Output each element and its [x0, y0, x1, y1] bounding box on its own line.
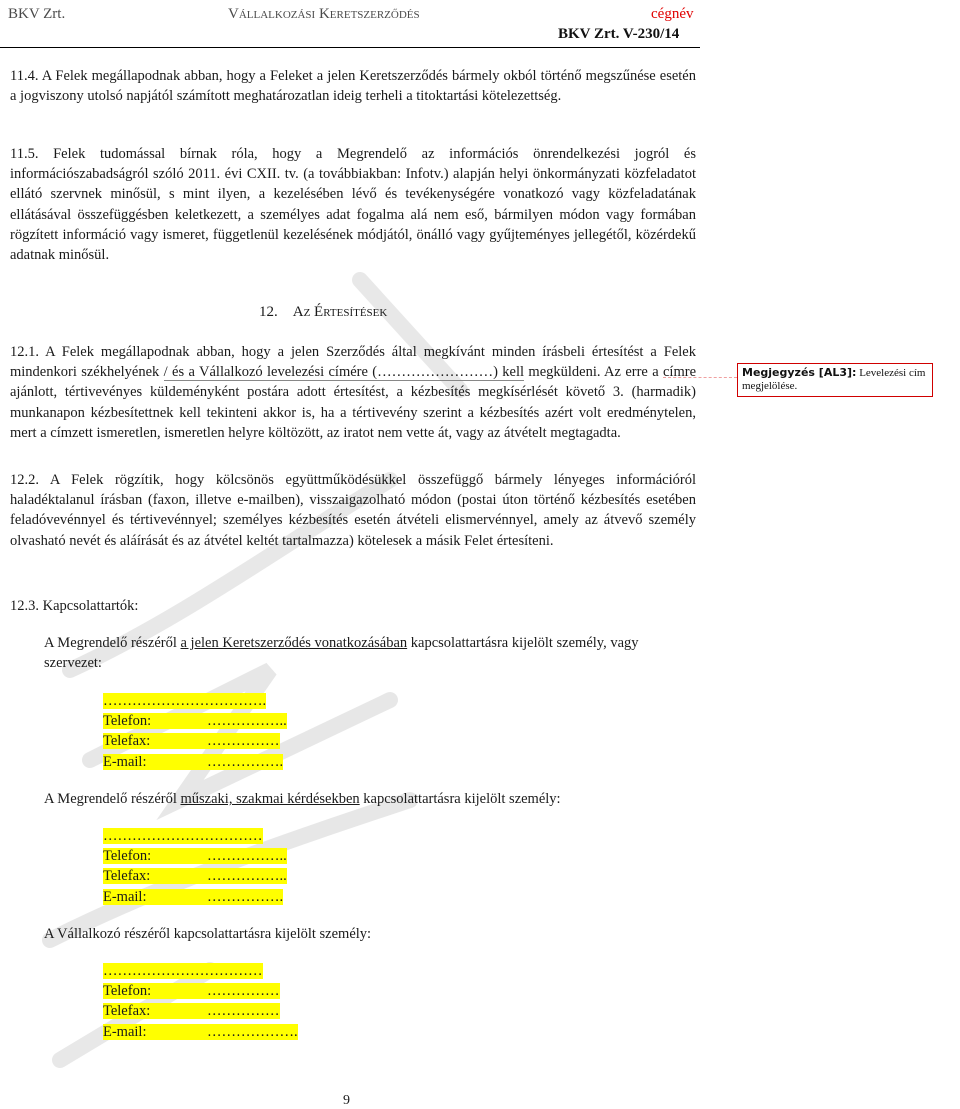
clause-text: A Felek megállapodnak abban, hogy a Feleket a jelen Keretszerződés bármely okból történő megszűnése esetén a jogviszony utolsó napjától számított meghatározatlan ideig terheli a titoktartási kötelezettség. [10, 68, 696, 105]
phone-label: Telefon: [103, 848, 152, 865]
clause-11-5 [10, 144, 696, 265]
section-number: 12. [259, 304, 278, 320]
phone-field[interactable]: …………….. [207, 713, 287, 730]
intro-text-end: kapcsolattartásra kijelölt személy, vagy szervezet: [44, 635, 639, 672]
header-contract-number: BKV Zrt. V-230/14 [558, 26, 680, 42]
clause-12-1 [10, 342, 696, 443]
comment-balloon[interactable] [737, 363, 933, 397]
clause-11-4 [10, 66, 696, 106]
phone-field[interactable]: …………… [207, 983, 280, 1000]
clause-text-part2-revised: / és a Vállalkozó levelezési címére (……………………) kell [163, 364, 525, 381]
clause-title: Kapcsolattartók: [42, 598, 139, 614]
email-field[interactable]: ………………. [207, 1023, 298, 1040]
intro-underlined-text: műszaki, szakmai kérdésekben [180, 791, 360, 807]
contact-fields-contractor [103, 961, 298, 1042]
comment-connector [663, 377, 737, 378]
phone-label: Telefon: [103, 983, 152, 1000]
intro-text-end: kapcsolattartásra kijelölt személy: [359, 791, 561, 807]
clause-number: 12.1. [10, 344, 39, 360]
email-field[interactable]: ……………. [207, 753, 284, 770]
header-document-title: Vállalkozási Keretszerződés [228, 6, 420, 22]
clause-12-2 [10, 470, 696, 551]
header-company-name-placeholder: cégnév [651, 6, 694, 22]
section-heading [259, 304, 387, 321]
comment-text: Levelezési cím megjelölése. [742, 367, 926, 392]
intro-text: A Megrendelő részéről [44, 791, 181, 807]
fax-label: Telefax: [103, 868, 151, 885]
contact-intro-client-technical [44, 789, 694, 809]
clause-12-3 [10, 596, 696, 616]
contact-fields-client-technical [103, 826, 287, 907]
intro-text: A Megrendelő részéről [44, 635, 181, 651]
clause-text-part1: A Felek megállapodnak abban, hogy a jelen Szerződés által megkívánt minden írásbeli értesítést a Felek mindenkori székhelyének [10, 344, 696, 381]
intro-text: A Vállalkozó részéről kapcsolattartásra kijelölt személy: [44, 926, 372, 942]
contact-fields-client-contract [103, 691, 287, 772]
fax-field[interactable]: …………….. [207, 868, 287, 885]
contact-intro-client-contract [44, 633, 694, 673]
phone-field[interactable]: …………….. [207, 848, 287, 865]
fax-label: Telefax: [103, 1003, 151, 1020]
section-title: Az Értesítések [292, 304, 388, 320]
intro-underlined-text: a jelen Keretszerződés vonatkozásában [180, 635, 408, 651]
phone-label: Telefon: [103, 713, 152, 730]
contact-name-field[interactable]: …………………………… [103, 828, 263, 844]
clause-text-part3: megküldeni. Az erre a címre ajánlott, tértivevényes küldeményként postára adott értesítést, a kézbesítés megkísérlését követő 3. (harmadik) munkanapon kézbesítettnek kell tekinteni akkor is, ha a tértivevény szerint a kézbesítés azért volt eredménytelen, mert a címzett ismeretlen, ismeretlen helyre költözött, az iratot nem vette át, vagy az átvételt megtagadta. [10, 364, 697, 441]
fax-field[interactable]: …………… [207, 733, 280, 750]
clause-text: alapján helyi önkormányzati közfeladatot ellátó szervnek minősül, s mint ilyen, a kezelésében lévő és tevékenységére vonatkozó vagy közfeladatának ellátásával összefüggésben keletkezett, a személyes adat fogalma alá nem eső, bármilyen módon vagy formában rögzített információ vagy ismeret, függetlenül kezelésének módjától, önálló vagy gyűjteményes jellegétől, közérdekű adatnak minősül. [10, 166, 696, 264]
email-label: E-mail: [103, 753, 147, 770]
contact-name-field[interactable]: ……………………………. [103, 693, 267, 709]
clause-number: 11.4. [10, 68, 39, 84]
clause-lead-text: Felek tudomással bírnak róla, hogy a Megrendelő az információs önrendelkezési jogról és információszabadságról szóló 2011. évi CXII. tv. (a továbbiakban: Infotv.) [10, 146, 697, 183]
page-number: 9 [343, 1093, 350, 1108]
fax-field[interactable]: …………… [207, 1003, 280, 1020]
contact-name-field[interactable]: …………………………… [103, 963, 263, 979]
email-label: E-mail: [103, 1023, 147, 1040]
email-label: E-mail: [103, 888, 147, 905]
comment-tag: Megjegyzés [AL3]: [742, 366, 857, 379]
clause-number: 12.3. [10, 598, 39, 614]
fax-label: Telefax: [103, 733, 151, 750]
header-company: BKV Zrt. [8, 6, 66, 22]
contact-intro-contractor [44, 924, 694, 944]
clause-number: 12.2. [10, 472, 39, 488]
clause-text: A Felek rögzítik, hogy kölcsönös együttműködésükkel összefüggő bármely lényeges információról haladéktalanul írásban (faxon, illetve e-mailben), visszaigazolható módon (postai úton történő kézbesítés esetében feladóvevénnyel és tértivevénnyel; személyes kézbesítés esetén átvételi elismervénnyel, amely az átvevő személy olvasható nevét és aláírását és az átvétel keltét tartalmazza) kötelesek a másik Felet értesíteni. [10, 472, 697, 549]
email-field[interactable]: ……………. [207, 888, 284, 905]
clause-number: 11.5. [10, 146, 39, 162]
header-rule [0, 47, 700, 48]
